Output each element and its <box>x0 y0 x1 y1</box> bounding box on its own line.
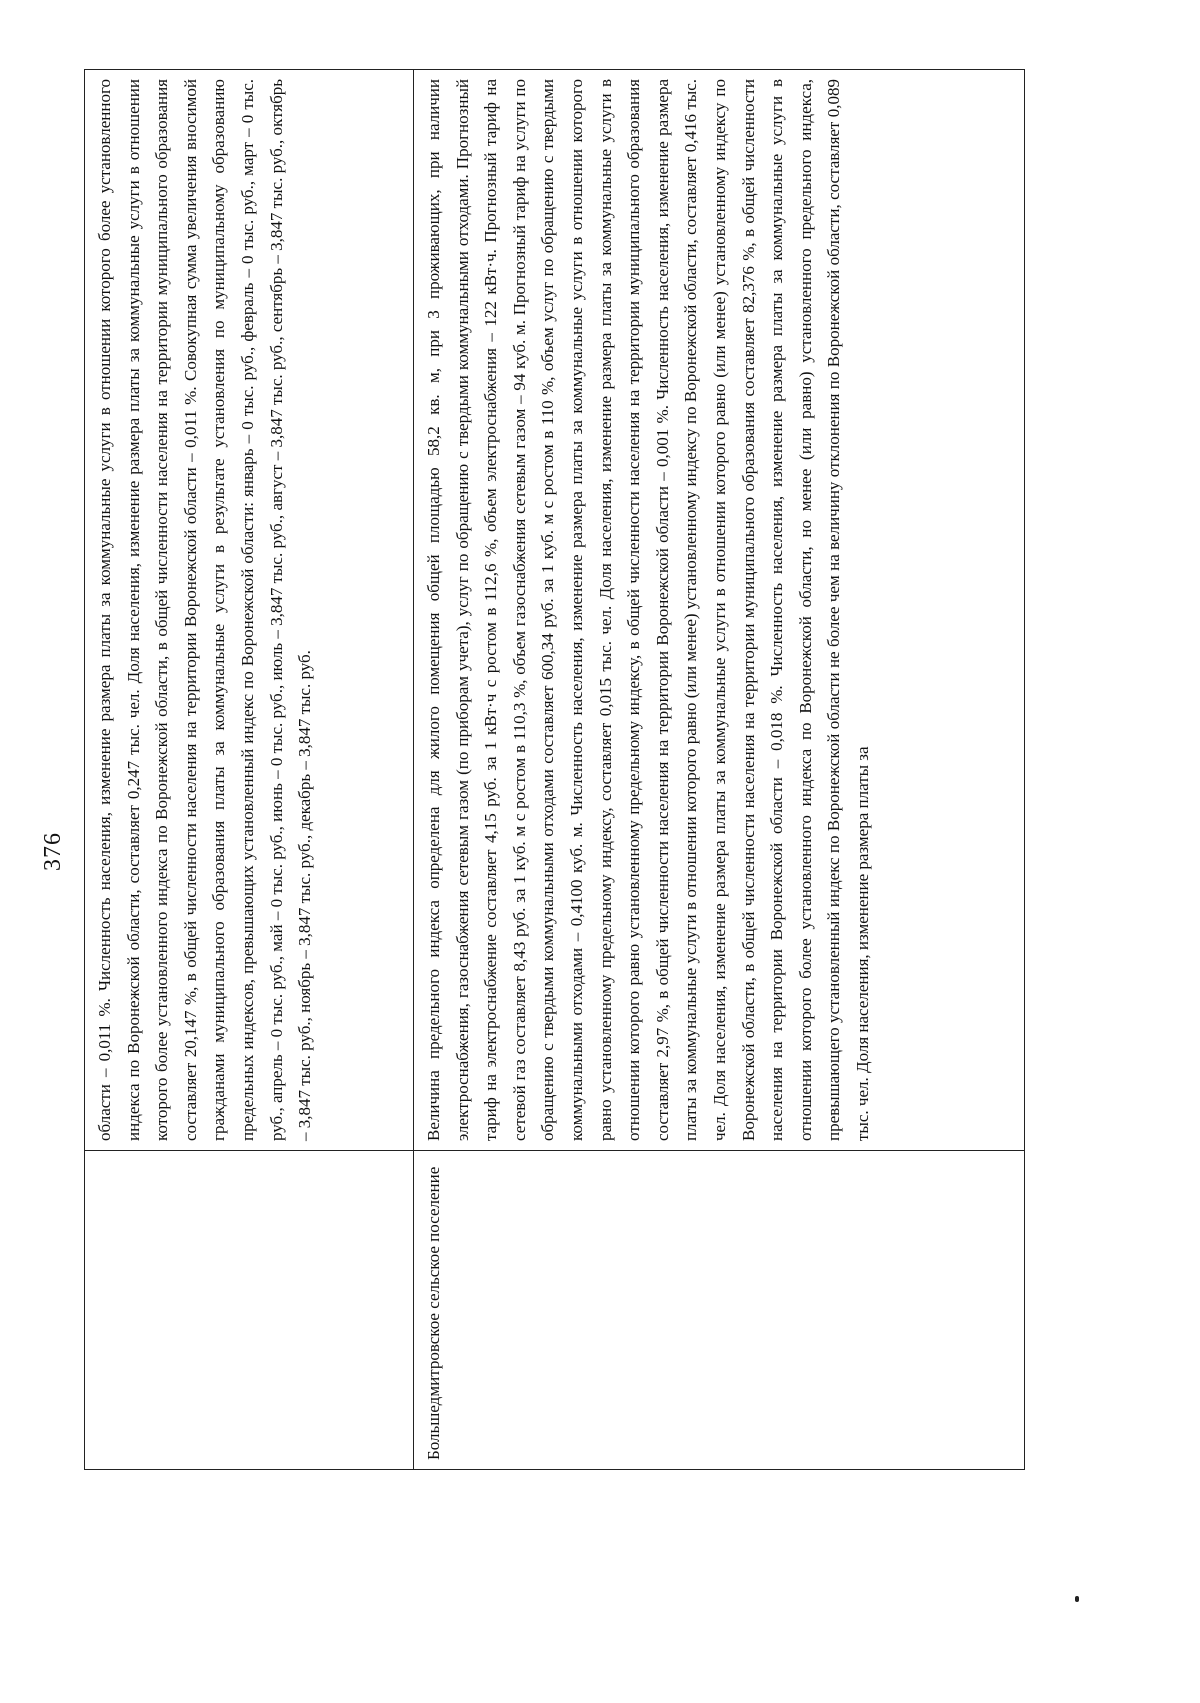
table-row <box>85 70 414 1470</box>
indices-table <box>84 69 1025 1470</box>
scan-mark <box>1075 1596 1079 1602</box>
municipality-name-cell <box>85 1151 414 1470</box>
page-number: 376 <box>40 832 66 871</box>
description-cell: Величина предельного индекса определена для жилого помещения общей площадью 58,2 кв. м, при 3 проживающих, при наличии электроснабжения, газоснабжения сетевым газом (по приборам учета), услуг по обращению с твердыми коммунальными отходами. Прогнозный тариф на электроснабжение составляет 4,15 руб. за 1 кВт·ч с ростом в 112,6 %, объем электроснабжения – 122 кВт·ч. Прогнозный тариф на сетевой газ составляет 8,43 руб. за 1 куб. м с ростом в 110,3 %, объем газоснабжения сетевым газом – 94 куб. м. Прогнозный тариф на услуги по обращению с твердыми коммунальными отходами составляет 600,34 руб. за 1 куб. м с ростом в 110 %, объем услуг по обращению с твердыми коммунальными отходами – 0,4100 куб. м. Численность населения, изменение размера платы за коммунальные услуги в отношении которого равно установленному предельному индексу, составляет 0,015 тыс. чел. Доля населения, изменение размера платы за коммунальные услуги в отношении которого равно установленному предельному индексу, в общей численности населения на территории муниципального образования составляет 2,97 %, в общей численности населения на территории Воронежской области – 0,001 %. Численность населения, изменение размера платы за коммунальные услуги в отношении которого равно (или менее) установленному индексу по Воронежской области, составляет 0,416 тыс. чел. Доля населения, изменение размера платы за коммунальные услуги в отношении которого равно (или менее) установленному индексу по Воронежской области, в общей численности населения на территории муниципального образования составляет 82,376 %, в общей численности населения на территории Воронежской области – 0,018 %. Численность населения, изменение размера платы за коммунальные услуги в отношении которого более установленного индекса по Воронежской области, но менее (или равно) установленного предельного индекса, превышающего установленный индекс по Воронежской области не более чем на величину отклонения по Воронежской области, составляет 0,089 тыс. чел. Доля населения, изменение размера платы за <box>414 70 1025 1151</box>
municipality-name-cell: Большедмитровское сельское поселение <box>414 1151 1025 1470</box>
table-row <box>414 70 1025 1470</box>
description-cell: области – 0,011 %. Численность населения, изменение размера платы за коммунальные услуги в отношении которого более установленного индекса по Воронежской области, составляет 0,247 тыс. чел. Доля населения, изменение размера платы за коммунальные услуги в отношении которого более установленного индекса по Воронежской области, в общей численности населения на территории муниципального образования составляет 20,147 %, в общей численности населения на территории Воронежской области – 0,011 %. Совокупная сумма увеличения вносимой гражданами муниципального образования платы за коммунальные услуги в результате установления по муниципальному образованию предельных индексов, превышающих установленный индекс по Воронежской области: январь – 0 тыс. руб., февраль – 0 тыс. руб., март – 0 тыс. руб., апрель – 0 тыс. руб., май – 0 тыс. руб., июнь – 0 тыс. руб., июль – 3,847 тыс. руб., август – 3,847 тыс. руб., сентябрь – 3,847 тыс. руб., октябрь – 3,847 тыс. руб., ноябрь – 3,847 тыс. руб., декабрь – 3,847 тыс. руб. <box>85 70 414 1151</box>
